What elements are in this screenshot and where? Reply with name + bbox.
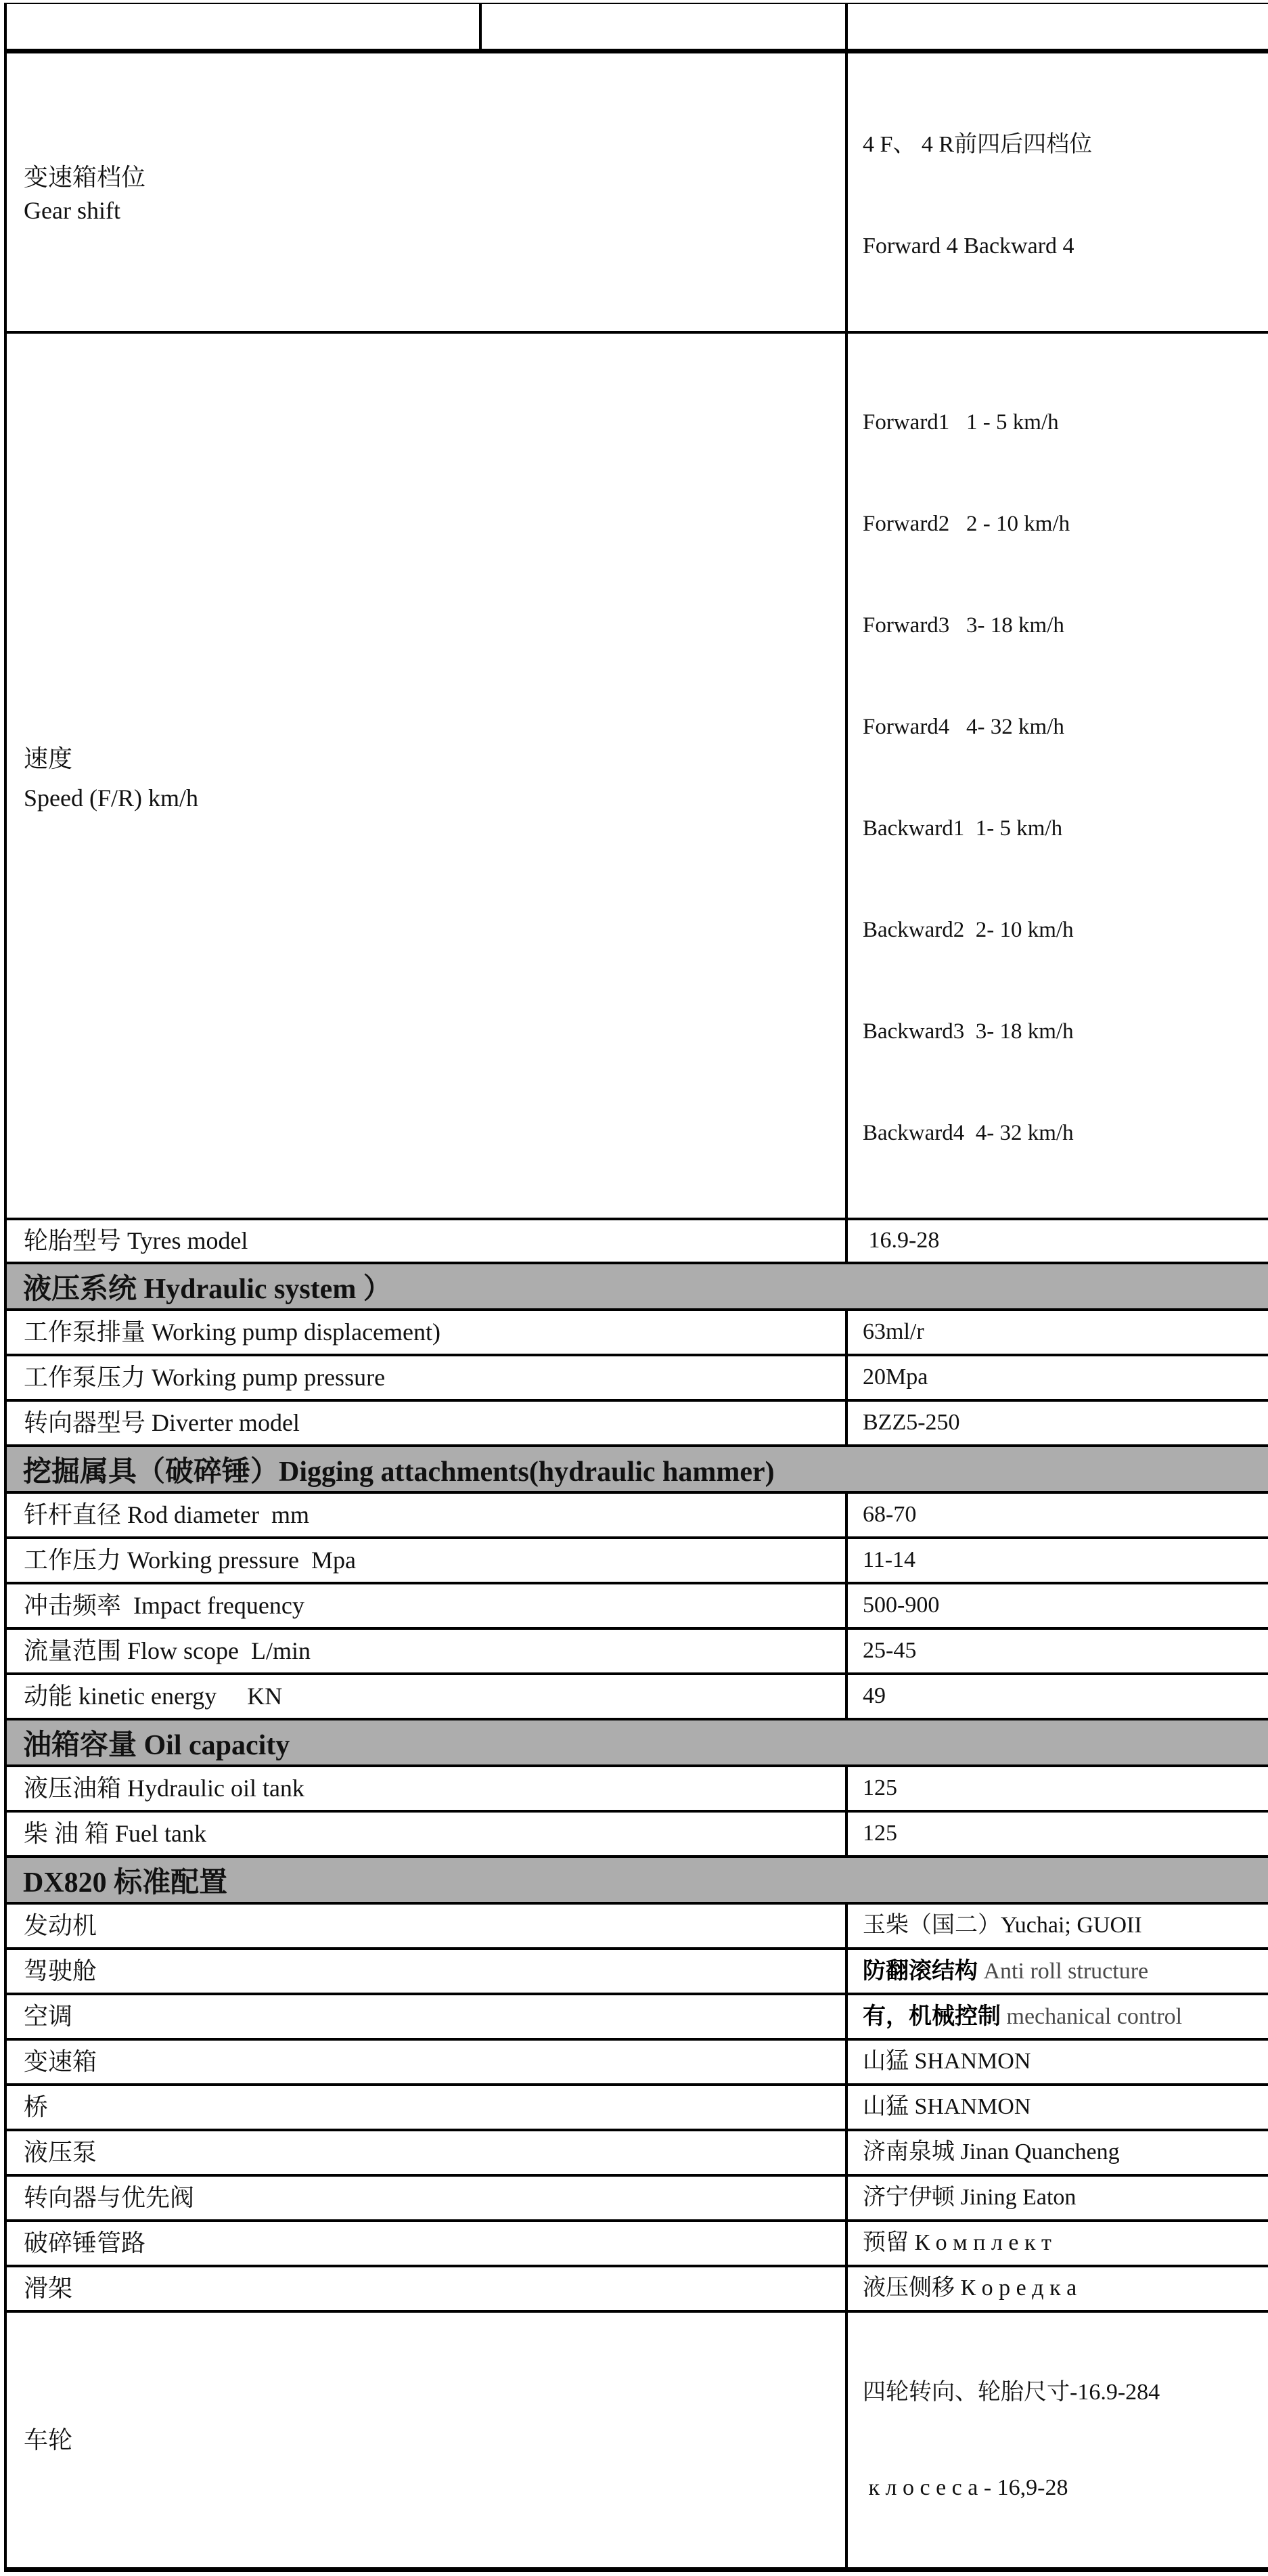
value: 16.9-28 [863, 1228, 940, 1253]
label-cell [5, 1766, 846, 1811]
section-header-digging-attachments [5, 1446, 1268, 1492]
table-row-speed [5, 332, 1268, 1219]
label-cell [5, 1811, 846, 1857]
table-row-diverter-priority-valve [5, 2175, 1268, 2221]
label: 工作泵排量 Working pump displacement) [24, 1318, 441, 1346]
label-en: Speed (F/R) km/h [24, 784, 198, 812]
value: 山猛 SHANMON [863, 2049, 1031, 2074]
table-row-working-pump-displacement [5, 1310, 1268, 1355]
section-cell [5, 1719, 1268, 1766]
value-cell [846, 1538, 1268, 1583]
table-row-hydraulic-oil-tank [5, 1766, 1268, 1811]
section-cell [5, 1446, 1268, 1492]
table-row-header-empty [5, 3, 1268, 51]
value: 玉柴（国二）Yuchai; GUOII [863, 1913, 1142, 1938]
label-cell [5, 2175, 846, 2221]
section-title: 液压系统 Hydraulic system ） [23, 1273, 392, 1305]
speed-line: Backward1 1- 5 km/h [863, 816, 1063, 841]
table-row-gearbox [5, 2039, 1268, 2085]
label-cell [5, 2039, 846, 2085]
value-cell [846, 1492, 1268, 1538]
speed-line: Backward4 4- 32 km/h [863, 1121, 1074, 1145]
label-zh: 变速箱档位 [24, 164, 146, 191]
label-cell [5, 1219, 846, 1263]
value: 25-45 [863, 1638, 917, 1664]
label: 转向器型号 Diverter model [24, 1409, 300, 1436]
label-en: Gear shift [24, 197, 120, 224]
section-header-hydraulic-system [5, 1263, 1268, 1310]
value: 济宁伊顿 Jining Eaton [863, 2185, 1077, 2211]
label-cell [5, 1492, 846, 1538]
value-cell [846, 1949, 1268, 1994]
spec-table [4, 3, 1268, 2572]
value: 20Mpa [863, 1364, 928, 1390]
label-cell [5, 2085, 846, 2130]
label: 冲击频率 Impact frequency [24, 1592, 304, 1619]
value-line: к л о с е с а - 16,9-28 [863, 2475, 1068, 2500]
table-row-diverter-model [5, 1400, 1268, 1446]
empty-text [848, 13, 865, 40]
value: 液压侧移 К о р е д к а [863, 2275, 1077, 2301]
table-row-gear-shift [5, 51, 1268, 333]
value: BZZ5-250 [863, 1410, 960, 1436]
value-cell [846, 1903, 1268, 1949]
empty-text [482, 13, 499, 40]
label-cell [5, 332, 846, 1219]
table-row-fuel-tank [5, 1811, 1268, 1857]
section-title: 油箱容量 Oil capacity [23, 1729, 290, 1761]
section-cell [5, 1263, 1268, 1310]
table-row-impact-frequency [5, 1583, 1268, 1628]
section-cell [5, 1857, 1268, 1903]
label-cell [5, 1538, 846, 1583]
label-cell [5, 2266, 846, 2311]
label: 驾驶舱 [24, 1957, 97, 1984]
value-cell [846, 1400, 1268, 1446]
speed-line: Forward1 1 - 5 km/h [863, 410, 1059, 435]
label: 钎杆直径 Rod diameter mm [24, 1501, 309, 1528]
label: 车轮 [24, 2426, 73, 2453]
value-cell [846, 1994, 1268, 2039]
value-cell [846, 2039, 1268, 2085]
value-cell [846, 1583, 1268, 1628]
value-cell [846, 332, 1268, 1219]
table-row-hammer-pipeline [5, 2221, 1268, 2266]
value: 125 [863, 1775, 897, 1801]
label-cell [5, 1903, 846, 1949]
value-cell [846, 1355, 1268, 1400]
table-row-cab [5, 1949, 1268, 1994]
value-cell [846, 1628, 1268, 1674]
value-line: 四轮转向、轮胎尺寸-16.9-284 [863, 2380, 1160, 2405]
label-cell [5, 1674, 846, 1719]
label-cell [5, 51, 846, 333]
label: 发动机 [24, 1912, 97, 1939]
table-row-engine [5, 1903, 1268, 1949]
value-cell [846, 1219, 1268, 1263]
value: 49 [863, 1683, 886, 1709]
table-row-tyres-model [5, 1219, 1268, 1263]
value-cell [846, 1766, 1268, 1811]
value-cell [846, 51, 1268, 333]
value: 山猛 SHANMON [863, 2094, 1031, 2120]
value: 125 [863, 1821, 897, 1846]
value-line: 4 F、 4 R前四后四档位 [863, 132, 1093, 157]
label: 工作压力 Working pressure Mpa [24, 1547, 357, 1574]
value-bold-zh: 防翻滚结构 [863, 1957, 978, 1984]
empty-header-cell-1 [5, 3, 480, 51]
value-latin: Anti roll structure [978, 1958, 1149, 1984]
label: 流量范围 Flow scope L/min [24, 1637, 311, 1664]
label-cell [5, 1628, 846, 1674]
label-cell [5, 2130, 846, 2175]
label-cell [5, 1310, 846, 1355]
value: 68-70 [863, 1502, 917, 1528]
value [848, 2002, 1268, 2032]
speed-line: Forward3 3- 18 km/h [863, 613, 1064, 638]
speed-line: Backward3 3- 18 km/h [863, 1019, 1074, 1044]
table-row-hydraulic-pump [5, 2130, 1268, 2175]
label: 液压油箱 Hydraulic oil tank [24, 1775, 304, 1802]
label-cell [5, 2221, 846, 2266]
table-row-slide-carriage [5, 2266, 1268, 2311]
label-cell [5, 1400, 846, 1446]
empty-header-cell-2 [480, 3, 846, 51]
empty-header-cell-3 [846, 3, 1268, 51]
label: 轮胎型号 Tyres model [24, 1227, 248, 1254]
label: 转向器与优先阀 [24, 2184, 195, 2211]
table-row-flow-scope [5, 1628, 1268, 1674]
value-cell [846, 2175, 1268, 2221]
label: 液压泵 [24, 2139, 97, 2166]
speed-line: Forward4 4- 32 km/h [863, 715, 1064, 739]
label-cell [5, 1583, 846, 1628]
label: 动能 kinetic energy KN [24, 1683, 283, 1710]
value: 济南泉城 Jinan Quancheng [863, 2139, 1120, 2165]
table-row-working-pressure [5, 1538, 1268, 1583]
value-latin: mechanical control [1001, 2003, 1183, 2029]
speed-line: Forward2 2 - 10 km/h [863, 512, 1070, 536]
value-bold-zh: 有，机械控制 [863, 2003, 1001, 2029]
value-cell [846, 2085, 1268, 2130]
label: 变速箱 [24, 2048, 97, 2075]
value: 500-900 [863, 1593, 940, 1618]
label: 滑架 [24, 2275, 73, 2302]
empty-text [7, 13, 24, 40]
table-row-axle [5, 2085, 1268, 2130]
value-cell [846, 2130, 1268, 2175]
label-cell [5, 2311, 846, 2570]
label: 空调 [24, 2003, 73, 2030]
label-zh: 速度 [24, 745, 73, 772]
value: 11-14 [863, 1547, 916, 1573]
value-cell [846, 2221, 1268, 2266]
table-row-rod-diameter [5, 1492, 1268, 1538]
table-row-air-conditioner [5, 1994, 1268, 2039]
value-cell [846, 1811, 1268, 1857]
value [848, 1957, 1268, 1986]
value-cell [846, 2266, 1268, 2311]
label: 柴 油 箱 Fuel tank [24, 1820, 206, 1847]
label: 桥 [24, 2093, 49, 2120]
section-title: DX820 标准配置 [23, 1867, 228, 1898]
section-title: 挖掘属具（破碎锤）Digging attachments(hydraulic hammer) [23, 1456, 775, 1488]
speed-line: Backward2 2- 10 km/h [863, 918, 1074, 942]
table-row-wheels [5, 2311, 1268, 2570]
label-cell [5, 1994, 846, 2039]
section-header-dx820-standard-config [5, 1857, 1268, 1903]
value: 63ml/r [863, 1319, 924, 1345]
table-row-kinetic-energy [5, 1674, 1268, 1719]
table-row-working-pump-pressure [5, 1355, 1268, 1400]
value-cell [846, 2311, 1268, 2570]
label-cell [5, 1355, 846, 1400]
label-cell [5, 1949, 846, 1994]
section-header-oil-capacity [5, 1719, 1268, 1766]
label: 破碎锤管路 [24, 2229, 146, 2257]
value-cell [846, 1310, 1268, 1355]
value-line: Forward 4 Backward 4 [863, 234, 1074, 259]
label: 工作泵压力 Working pump pressure [24, 1364, 386, 1391]
value-cell [846, 1674, 1268, 1719]
value: 预留 К о м п л е к т [863, 2230, 1051, 2256]
